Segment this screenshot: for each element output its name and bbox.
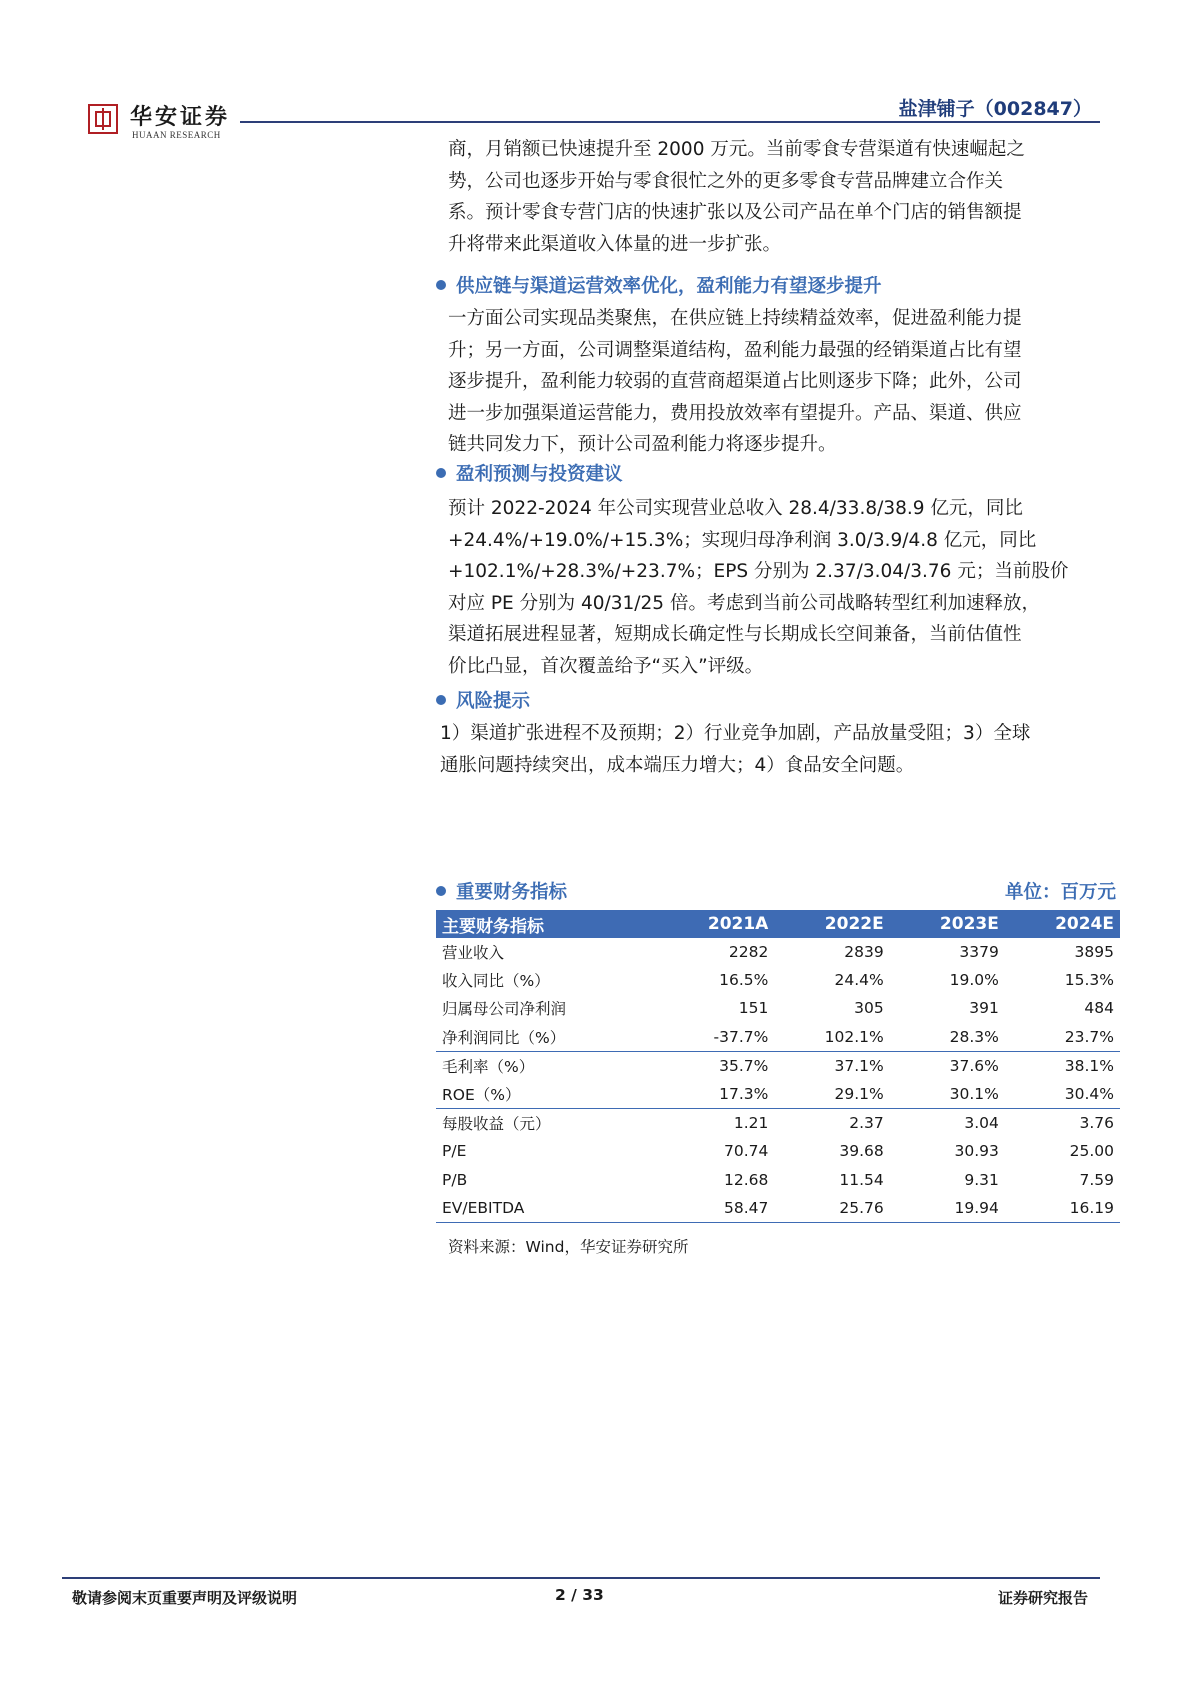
cell: 35.7%: [719, 1056, 769, 1075]
cell: 30.4%: [1005, 1080, 1120, 1109]
text-line: 进一步加强渠道运营能力，费用投放效率有望提升。产品、渠道、供应: [448, 402, 1022, 424]
column-header: 2022E: [774, 910, 889, 938]
cell: 25.00: [1069, 1142, 1114, 1161]
row-label: 收入同比（%）: [442, 972, 550, 991]
table-row: [436, 1109, 1120, 1138]
column-header: 2024E: [1005, 910, 1120, 938]
table-title: 重要财务指标: [436, 878, 1120, 904]
cell: 3.76: [1079, 1114, 1114, 1133]
column-header: 2023E: [890, 910, 1005, 938]
cell: 12.68: [723, 1170, 769, 1189]
cell: 37.6%: [949, 1056, 999, 1075]
risk-paragraph: [440, 718, 1110, 781]
page-number: 2 / 33: [555, 1586, 604, 1604]
cell: 19.94: [890, 1194, 1005, 1223]
intro-paragraph: [448, 134, 1118, 260]
huaan-logo-icon: [88, 104, 118, 134]
cell: 24.4%: [834, 971, 884, 990]
text-line: 升将带来此渠道收入体量的进一步扩张。: [448, 233, 782, 255]
cell: 2839: [844, 943, 884, 962]
row-label: 归属母公司净利润: [442, 1000, 567, 1019]
cell: 11.54: [839, 1170, 884, 1189]
row-label: 每股收益（元）: [442, 1115, 551, 1134]
cell: 7.59: [1079, 1170, 1114, 1189]
bullet-dot-icon: [436, 695, 446, 705]
text-line: 一方面公司实现品类聚焦，在供应链上持续精益效率，促进盈利能力提: [448, 308, 1022, 329]
row-label: 毛利率（%）: [442, 1057, 535, 1076]
cell: 37.1%: [834, 1056, 884, 1075]
column-header: 2021A: [657, 910, 775, 938]
text-line: 价比凸显，首次覆盖给予“买入”评级。: [448, 655, 764, 677]
text-line: 通胀问题持续突出，成本端压力增大；4）食品安全问题。: [440, 754, 915, 776]
text-line: 逐步提升，盈利能力较弱的直营商超渠道占比则逐步下降；此外，公司: [448, 371, 1022, 392]
column-header: 主要财务指标: [436, 910, 657, 938]
cell: 15.3%: [1064, 971, 1114, 990]
row-label: 净利润同比（%）: [436, 1023, 657, 1052]
cell: 39.68: [839, 1142, 884, 1161]
cell: 2.37: [849, 1114, 884, 1133]
logo-cn-text: 华安证券: [130, 104, 231, 130]
cell: 70.74: [723, 1142, 769, 1161]
footer-divider: [62, 1577, 1100, 1579]
table-row: [436, 1023, 1120, 1052]
cell: 484: [1084, 999, 1114, 1018]
cell: 16.5%: [719, 971, 769, 990]
row-label: 营业收入: [442, 944, 505, 963]
footer-report-type: 证券研究报告: [997, 1589, 1088, 1607]
text-line: +102.1%/+28.3%/+23.7%；EPS 分别为 2.37/3.04/3.76 元；当前股价: [448, 561, 1069, 582]
cell: 28.3%: [890, 1023, 1005, 1052]
text-line: 1）渠道扩张进程不及预期；2）行业竞争加剧，产品放量受阻；3）全球: [440, 723, 1031, 744]
cell: 151: [738, 999, 769, 1018]
financial-table-header: [436, 878, 1120, 904]
text-line: 预计 2022-2024 年公司实现营业总收入 28.4/33.8/38.9 亿元，同比: [448, 498, 1023, 519]
cell: 30.1%: [890, 1080, 1005, 1109]
table-unit: 单位：百万元: [1004, 882, 1116, 903]
table-source: 资料来源：Wind，华安证券研究所: [448, 1238, 689, 1256]
row-label: P/B: [442, 1170, 468, 1189]
table-row: [436, 1194, 1120, 1223]
row-label: P/E: [442, 1142, 467, 1161]
cell: 19.0%: [949, 971, 999, 990]
cell: 25.76: [774, 1194, 889, 1223]
section-heading-supply-chain: 供应链与渠道运营效率优化，盈利能力有望逐步提升: [436, 272, 882, 298]
table-header-row: [436, 910, 1120, 938]
bullet-dot-icon: [436, 280, 446, 290]
section-heading-risk: 风险提示: [436, 687, 530, 713]
text-line: 链共同发力下，预计公司盈利能力将逐步提升。: [448, 434, 837, 455]
cell: 23.7%: [1005, 1023, 1120, 1052]
stock-title: 盐津铺子（002847）: [898, 98, 1092, 120]
table-row: [436, 938, 1120, 966]
section-heading-forecast: 盈利预测与投资建议: [436, 460, 623, 486]
forecast-paragraph: [448, 493, 1118, 682]
cell: 30.93: [954, 1142, 999, 1161]
header-divider: [240, 121, 1100, 123]
cell: 3379: [959, 943, 999, 962]
text-line: 商，月销额已快速提升至 2000 万元。当前零食专营渠道有快速崛起之: [448, 139, 1025, 160]
text-line: 渠道拓展进程显著，短期成长确定性与长期成长空间兼备，当前估值性: [448, 624, 1022, 645]
cell: 305: [854, 999, 884, 1018]
cell: 29.1%: [774, 1080, 889, 1109]
cell: 102.1%: [774, 1023, 889, 1052]
text-line: 系。预计零食专营门店的快速扩张以及公司产品在单个门店的销售额提: [448, 202, 1022, 223]
cell: 38.1%: [1064, 1056, 1114, 1075]
bullet-dot-icon: [436, 886, 446, 896]
cell: 17.3%: [657, 1080, 775, 1109]
bullet-dot-icon: [436, 468, 446, 478]
table-row: [436, 1080, 1120, 1109]
text-line: 对应 PE 分别为 40/31/25 倍。考虑到当前公司战略转型红利加速释放，: [448, 592, 1040, 614]
logo-en-text: HUAAN RESEARCH: [132, 130, 221, 140]
cell: 3895: [1074, 943, 1114, 962]
table-row: [436, 994, 1120, 1022]
cell: 58.47: [657, 1194, 775, 1223]
cell: 2282: [728, 943, 769, 962]
table-row: [436, 1051, 1120, 1080]
cell: 16.19: [1005, 1194, 1120, 1223]
cell: 1.21: [733, 1114, 769, 1133]
cell: 391: [969, 999, 999, 1018]
cell: -37.7%: [657, 1023, 775, 1052]
row-label: ROE（%）: [436, 1080, 657, 1109]
text-line: 势，公司也逐步开始与零食很忙之外的更多零食专营品牌建立合作关: [448, 170, 1004, 192]
text-line: 升；另一方面，公司调整渠道结构，盈利能力最强的经销渠道占比有望: [448, 339, 1022, 361]
footer-disclaimer: 敬请参阅末页重要声明及评级说明: [72, 1589, 298, 1607]
cell: 9.31: [964, 1170, 999, 1189]
table-row: [436, 1166, 1120, 1194]
row-label: EV/EBITDA: [436, 1194, 657, 1223]
table-row: [436, 966, 1120, 994]
cell: 3.04: [964, 1114, 999, 1133]
financial-table: [436, 910, 1120, 1223]
table-row: [436, 1137, 1120, 1165]
text-line: +24.4%/+19.0%/+15.3%；实现归母净利润 3.0/3.9/4.8 亿元，同比: [448, 529, 1037, 551]
supply-chain-paragraph: [448, 303, 1118, 461]
